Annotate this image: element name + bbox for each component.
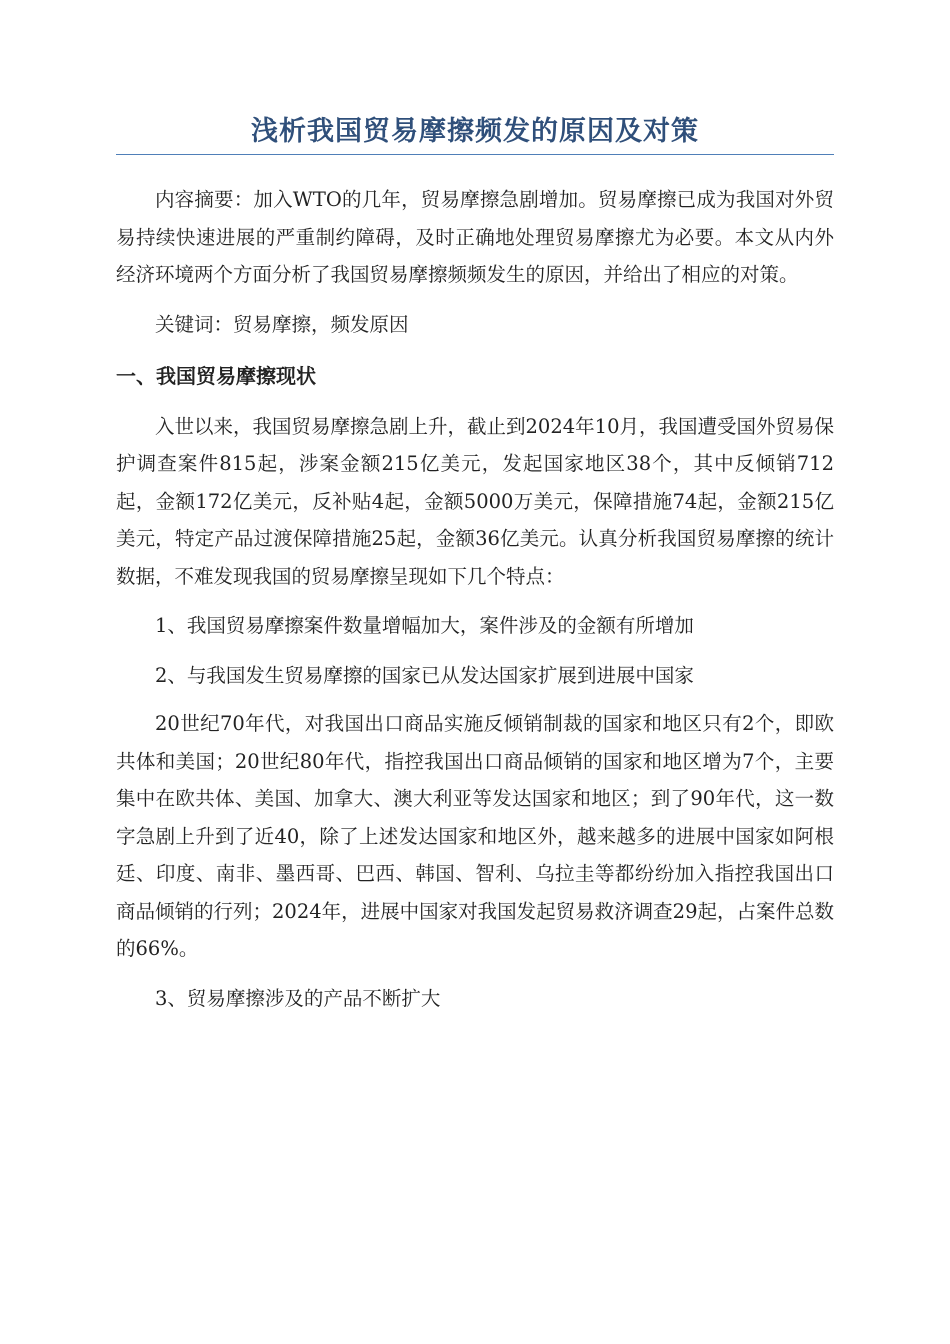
point-item-3: 3、贸易摩擦涉及的产品不断扩大 (155, 986, 441, 1010)
point-item-1: 1、我国贸易摩擦案件数量增幅加大，案件涉及的金额有所增加 (155, 614, 694, 637)
point-item-2: 2、与我国发生贸易摩擦的国家已从发达国家扩展到进展中国家 (155, 663, 694, 687)
section-heading: 一、我国贸易摩擦现状 (116, 364, 316, 388)
document-page (116, 112, 834, 1017)
abstract-paragraph: 内容摘要：加入WTO的几年，贸易摩擦急剧增加。贸易摩擦已成为我国对外贸易持续快速进展的严重制约障碍，及时正确地处理贸易摩擦尤为必要。本文从内外经济环境两个方面分析了我国贸易摩擦频频发生的原因，并给出了相应的对策。 (116, 188, 834, 286)
document-title: 浅析我国贸易摩擦频发的原因及对策 (116, 112, 834, 155)
body-paragraph: 入世以来，我国贸易摩擦急剧上升，截止到2024年10月，我国遭受国外贸易保护调查案件815起，涉案金额215亿美元，发起国家地区38个，其中反倾销712起，金额172亿美元，反补贴4起，金额5000万美元，保障措施74起，金额215亿美元，特定产品过渡保障措施25起，金额36亿美元。认真分析我国贸易摩擦的统计数据，不难发现我国的贸易摩擦呈现如下几个特点： (116, 414, 834, 588)
keywords-line: 关键词：贸易摩擦，频发原因 (155, 312, 409, 336)
body-paragraph: 20世纪70年代，对我国出口商品实施反倾销制裁的国家和地区只有2个，即欧共体和美国；20世纪80年代，指控我国出口商品倾销的国家和地区增为7个，主要集中在欧共体、美国、加拿大、澳大利亚等发达国家和地区；到了90年代，这一数字急剧上升到了近40，除了上述发达国家和地区外，越来越多的进展中国家如阿根廷、印度、南非、墨西哥、巴西、韩国、智利、乌拉圭等都纷纷加入指控我国出口商品倾销的行列；2024年，进展中国家对我国发起贸易救济调查29起，占案件总数的66%。 (116, 712, 834, 960)
